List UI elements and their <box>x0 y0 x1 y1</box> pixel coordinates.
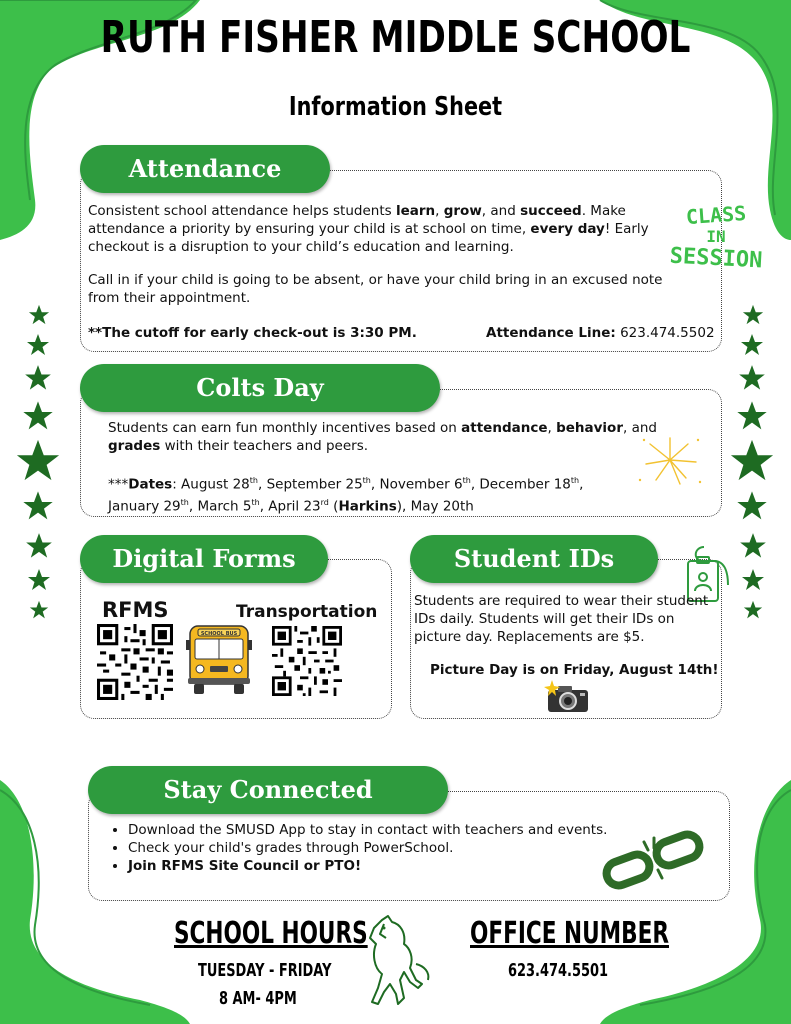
digital-forms-heading: Digital Forms <box>80 535 328 583</box>
star-icon <box>25 532 53 560</box>
school-hours-time: 8 AM- 4PM <box>219 988 297 1009</box>
star-icon <box>742 304 764 326</box>
attendance-heading: Attendance <box>80 145 330 193</box>
page-subtitle: Information Sheet <box>288 92 503 122</box>
star-icon <box>740 333 764 357</box>
list-item: • Join RFMS Site Council or PTO! <box>128 857 648 875</box>
stay-connected-list <box>108 821 648 875</box>
star-icon <box>29 600 49 620</box>
rfms-label: RFMS <box>102 598 169 622</box>
star-icon <box>27 568 51 592</box>
star-icon <box>738 364 766 392</box>
mustang-logo <box>360 914 434 1008</box>
star-icon <box>15 438 61 484</box>
bus-sign-text: SCHOOL BUS <box>200 631 238 637</box>
office-number-title: OFFICE NUMBER <box>470 916 670 951</box>
student-ids-text: Students are required to wear their student IDs daily. Students will get their IDs on picture day. Replacements are $5. <box>414 593 709 645</box>
office-number-value: 623.474.5501 <box>508 960 609 981</box>
camera-icon <box>544 680 590 714</box>
star-icon <box>24 364 52 392</box>
rfms-qr-code[interactable] <box>97 624 173 700</box>
star-icon <box>736 400 768 432</box>
star-icon <box>741 568 765 592</box>
star-icon <box>736 490 768 522</box>
school-bus-icon <box>186 622 252 696</box>
colts-day-paragraph: Students can earn fun monthly incentives based on attendance, behavior, and grades with their teachers and peers. <box>108 420 657 454</box>
picture-day-text: Picture Day is on Friday, August 14th! <box>430 662 719 678</box>
list-item: • Download the SMUSD App to stay in contact with teachers and events. <box>128 821 648 839</box>
star-icon <box>28 304 50 326</box>
star-icon <box>26 333 50 357</box>
star-icon <box>739 532 767 560</box>
attendance-line: Attendance Line: 623.474.5502 <box>486 325 715 341</box>
list-item: • Check your child's grades through PowerSchool. <box>128 839 648 857</box>
class-in-session-sticker: CLASS IN SESSION <box>669 200 763 274</box>
colts-day-heading: Colts Day <box>80 364 440 412</box>
star-icon <box>22 490 54 522</box>
attendance-paragraph-1: Consistent school attendance helps students learn, grow, and succeed. Make attendance a priority by ensuring your child is at school on time, every day! Early checkout is a disruption to your child’s education and learning. <box>88 203 649 255</box>
star-icon <box>22 400 54 432</box>
star-icon <box>743 600 763 620</box>
school-hours-title: SCHOOL HOURS <box>174 916 368 951</box>
page-title: RUTH FISHER MIDDLE SCHOOL <box>100 12 691 63</box>
stay-connected-heading: Stay Connected <box>88 766 448 814</box>
transportation-label: Transportation <box>236 602 378 622</box>
transportation-qr-code[interactable] <box>272 626 342 696</box>
colts-day-dates: ***Dates: August 28th, September 25th, November 6th, December 18th, January 29th, March 5th, April 23rd (Harkins), May 20th <box>108 476 584 514</box>
star-icon <box>729 438 775 484</box>
attendance-paragraph-2: Call in if your child is going to be absent, or have your child bring in an excused note from their appointment. <box>88 272 663 306</box>
student-ids-heading: Student IDs <box>410 535 658 583</box>
fireworks-icon <box>636 432 704 488</box>
attendance-cutoff: **The cutoff for early check-out is 3:30 PM. <box>88 325 417 341</box>
chain-link-icon <box>600 828 706 892</box>
school-hours-days: TUESDAY - FRIDAY <box>198 960 332 981</box>
